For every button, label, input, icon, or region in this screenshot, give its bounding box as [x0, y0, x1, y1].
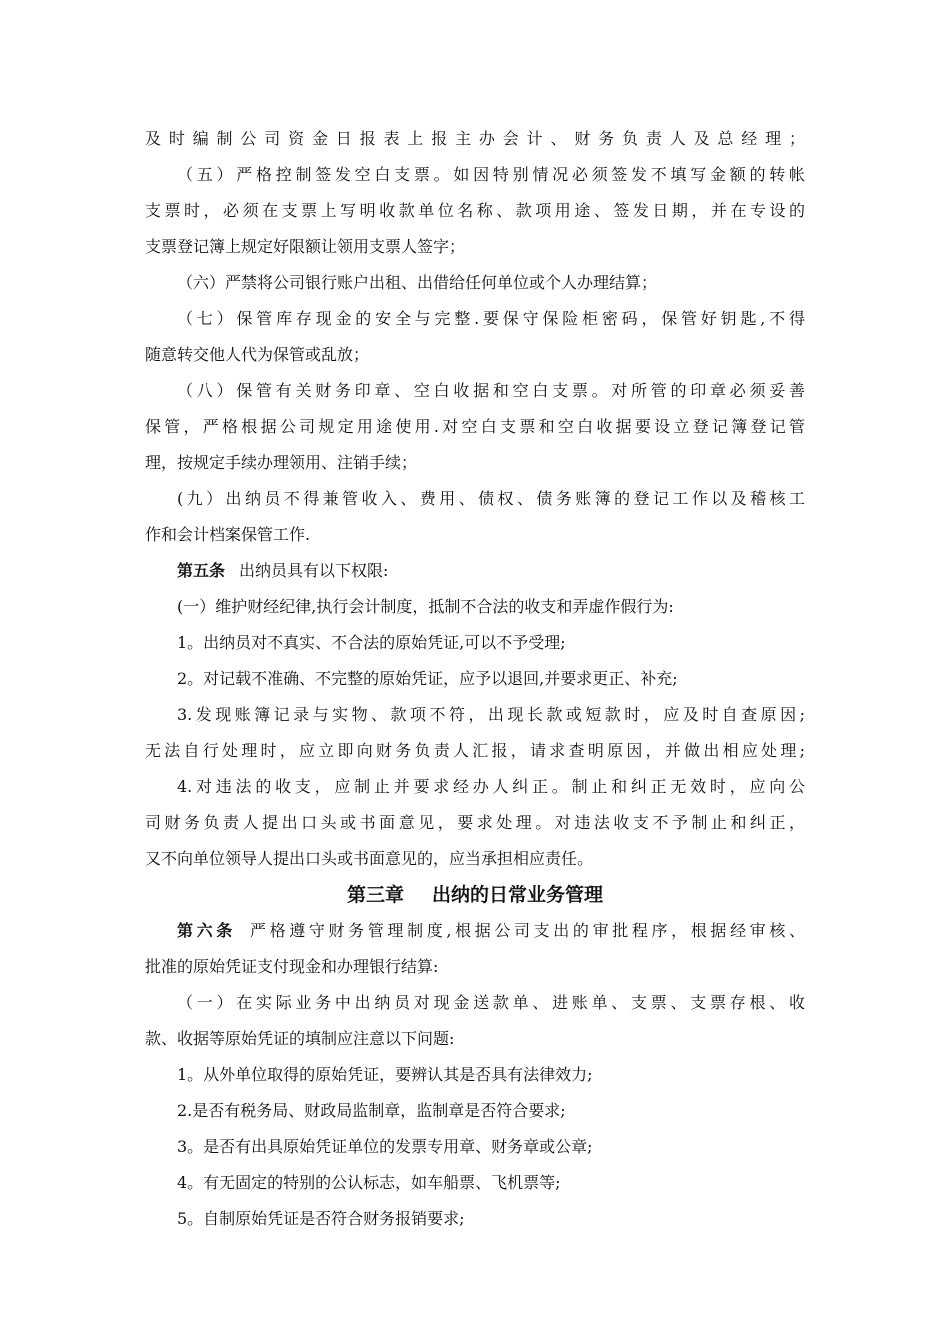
text-line: 3。是否有出具原始凭证单位的发票专用章、财务章或公章;	[177, 1137, 593, 1156]
text-line: 出纳员具有以下权限:	[239, 561, 389, 580]
text-line: 司财务负责人提出口头或书面意见，要求处理。对违法收支不予制止和纠正，	[145, 813, 805, 832]
document-body	[145, 121, 805, 1237]
article-6-line	[145, 913, 805, 949]
text-line: 严格遵守财务管理制度,根据公司支出的审批程序，根据经审核、	[249, 921, 805, 940]
article-6-heading: 第六条	[177, 921, 236, 940]
text-line: 保管，严格根据公司规定用途使用.对空白支票和空白收据要设立登记簿登记管	[145, 417, 805, 436]
text-line: 随意转交他人代为保管或乱放；	[145, 345, 370, 364]
text-line: 又不向单位领导人提出口头或书面意见的，应当承担相应责任。	[145, 849, 594, 868]
text-line: 3.发现账簿记录与实物、款项不符，出现长款或短款时，应及时自查原因;	[177, 705, 805, 724]
text-line: 支票登记簿上规定好限额让领用支票人签字；	[145, 237, 466, 256]
text-line: 1。出纳员对不真实、不合法的原始凭证,可以不予受理;	[177, 633, 566, 652]
text-line: （八）保管有关财务印章、空白收据和空白支票。对所管的印章必须妥善	[177, 381, 805, 400]
text-line: 无法自行处理时，应立即向财务负责人汇报，请求查明原因，并做出相应处理;	[145, 741, 805, 760]
text-line: 4。有无固定的特别的公认标志，如车船票、飞机票等;	[177, 1173, 561, 1192]
text-line: 作和会计档案保管工作.	[145, 525, 311, 544]
chapter-title: 出纳的日常业务管理	[432, 884, 604, 906]
text-line: 5。自制原始凭证是否符合财务报销要求;	[177, 1209, 465, 1228]
article-5-heading: 第五条	[177, 561, 226, 580]
text-line: 款、收据等原始凭证的填制应注意以下问题:	[145, 1029, 455, 1048]
text-line: 2.是否有税务局、财政局监制章，监制章是否符合要求;	[177, 1101, 566, 1120]
chapter-number: 第三章	[346, 884, 404, 906]
text-line: （一）在实际业务中出纳员对现金送款单、进账单、支票、支票存根、收	[177, 993, 805, 1012]
text-line: 2。对记载不准确、不完整的原始凭证，应予以退回,并要求更正、补充;	[177, 669, 678, 688]
article-5-line	[145, 553, 805, 589]
text-line: （七）保管库存现金的安全与完整.要保守保险柜密码，保管好钥匙,不得	[177, 309, 805, 328]
chapter-heading	[145, 877, 805, 913]
text-line: 及时编制公司资金日报表上报主办会计、财务负责人及总经理；	[145, 129, 805, 148]
text-line: 4.对违法的收支，应制止并要求经办人纠正。制止和纠正无效时，应向公	[177, 777, 805, 796]
text-line: 批准的原始凭证支付现金和办理银行结算:	[145, 957, 439, 976]
text-line: （六）严禁将公司银行账户出租、出借给任何单位或个人办理结算；	[177, 273, 658, 292]
text-line: 理，按规定手续办理领用、注销手续；	[145, 453, 418, 472]
text-line: (九）出纳员不得兼管收入、费用、债权、债务账簿的登记工作以及稽核工	[177, 489, 805, 508]
text-line: 支票时，必须在支票上写明收款单位名称、款项用途、签发日期，并在专设的	[145, 201, 805, 220]
text-line: (一）维护财经纪律,执行会计制度，抵制不合法的收支和弄虚作假行为:	[177, 597, 674, 616]
text-line: 1。从外单位取得的原始凭证，要辨认其是否具有法律效力;	[177, 1065, 593, 1084]
text-line: （五）严格控制签发空白支票。如因特别情况必须签发不填写金额的转帐	[177, 165, 805, 184]
